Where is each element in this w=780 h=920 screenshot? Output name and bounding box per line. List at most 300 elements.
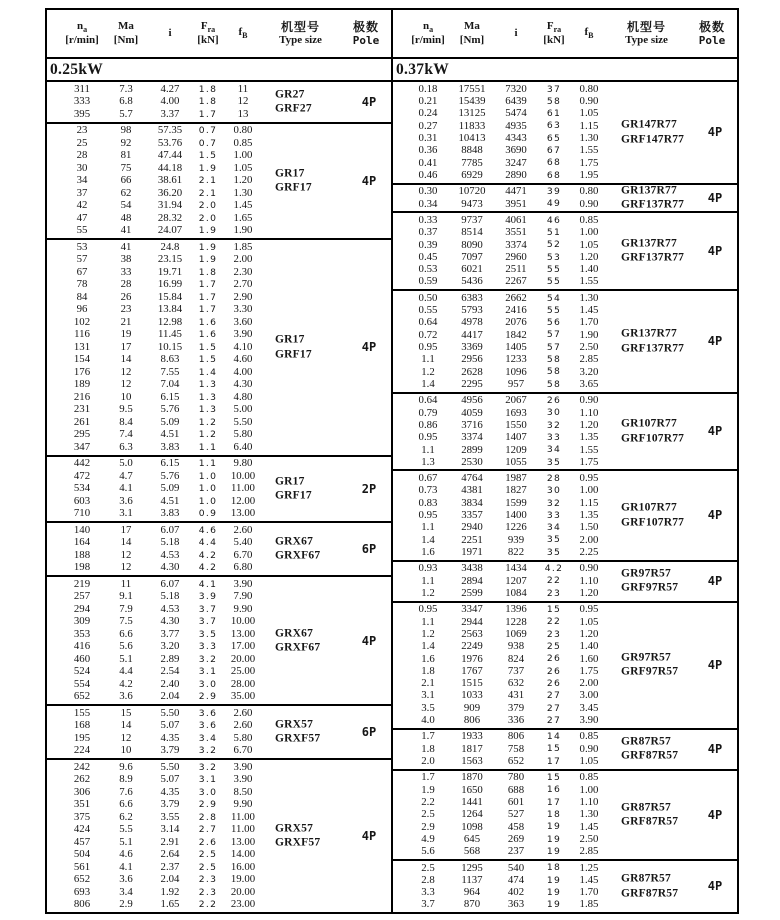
table-row bbox=[47, 653, 391, 666]
cell-speed-na: 0.79 bbox=[418, 406, 438, 419]
rating-group bbox=[47, 577, 391, 706]
cell-torque-ma: 2956 bbox=[461, 353, 483, 366]
cell-speed-na: 84 bbox=[76, 290, 88, 303]
rating-group bbox=[47, 706, 391, 760]
cell-ratio-i: 237 bbox=[507, 845, 525, 858]
pole-label: 4P bbox=[361, 829, 377, 843]
cell-torque-ma: 6.6 bbox=[119, 627, 133, 640]
pole-label: 4P bbox=[707, 658, 723, 673]
cell-speed-na: 1.2 bbox=[421, 365, 435, 378]
cell-torque-ma: 92 bbox=[120, 136, 132, 149]
cell-ratio-i: 1.65 bbox=[160, 898, 180, 911]
cell-service-factor-fb: 1.20 bbox=[579, 586, 599, 599]
cell-speed-na: 416 bbox=[73, 640, 91, 653]
cell-speed-na: 1.2 bbox=[421, 586, 435, 599]
header-pole: 极数 Pole bbox=[352, 19, 380, 48]
column-header-row bbox=[47, 10, 391, 59]
cell-radial-force-fra: 34 bbox=[546, 522, 562, 534]
cell-ratio-i: 4471 bbox=[505, 185, 527, 198]
cell-service-factor-fb: 0.90 bbox=[579, 197, 599, 210]
cell-ratio-i: 1069 bbox=[505, 627, 527, 640]
table-row bbox=[393, 431, 737, 443]
cell-ratio-i: 269 bbox=[507, 832, 525, 845]
cell-service-factor-fb: 1.30 bbox=[579, 132, 599, 144]
cell-ratio-i: 6.07 bbox=[160, 577, 180, 590]
cell-radial-force-fra: 17 bbox=[546, 755, 562, 767]
cell-service-factor-fb: 1.00 bbox=[233, 149, 253, 162]
cell-torque-ma: 5.0 bbox=[119, 457, 133, 470]
cell-torque-ma: 2599 bbox=[461, 586, 483, 599]
cell-radial-force-fra: 2.6 bbox=[198, 836, 218, 848]
cell-ratio-i: 5.18 bbox=[160, 536, 180, 549]
cell-service-factor-fb: 1.90 bbox=[579, 328, 599, 341]
cell-radial-force-fra: 67 bbox=[546, 145, 562, 157]
table-row bbox=[393, 587, 737, 599]
table-row bbox=[47, 578, 391, 591]
cell-radial-force-fra: 1.8 bbox=[198, 266, 218, 278]
cell-service-factor-fb: 1.50 bbox=[579, 521, 599, 534]
cell-radial-force-fra: 4.2 bbox=[198, 549, 218, 561]
cell-torque-ma: 3.1 bbox=[119, 507, 133, 520]
cell-ratio-i: 379 bbox=[507, 701, 525, 714]
cell-speed-na: 78 bbox=[76, 278, 88, 291]
cell-service-factor-fb: 5.80 bbox=[233, 731, 253, 744]
cell-speed-na: 2.1 bbox=[421, 677, 435, 690]
table-row bbox=[393, 169, 737, 181]
cell-service-factor-fb: 7.90 bbox=[233, 590, 253, 603]
rating-group bbox=[47, 457, 391, 524]
cell-service-factor-fb: 1.05 bbox=[579, 615, 599, 628]
table-row bbox=[47, 150, 391, 163]
cell-service-factor-fb: 3.90 bbox=[233, 760, 253, 773]
cell-ratio-i: 1405 bbox=[505, 341, 527, 353]
cell-ratio-i: 3247 bbox=[505, 156, 527, 169]
type-size-line: GR87R57 bbox=[621, 801, 671, 814]
cell-ratio-i: 4.30 bbox=[160, 615, 180, 628]
cell-torque-ma: 7097 bbox=[461, 250, 483, 263]
table-row bbox=[47, 341, 391, 354]
cell-ratio-i: 6.07 bbox=[160, 523, 180, 536]
type-size-label bbox=[275, 333, 312, 362]
cell-radial-force-fra: 22 bbox=[546, 575, 562, 587]
cell-radial-force-fra: 3.4 bbox=[198, 732, 218, 744]
table-row bbox=[47, 720, 391, 733]
table-row bbox=[47, 761, 391, 774]
cell-speed-na: 1.8 bbox=[421, 664, 435, 677]
cell-service-factor-fb: 1.35 bbox=[579, 509, 599, 522]
cell-speed-na: 0.21 bbox=[418, 95, 438, 108]
section-title-0-37kw: 0.37kW bbox=[393, 59, 737, 82]
cell-torque-ma: 3438 bbox=[461, 562, 483, 575]
cell-ratio-i: 8.63 bbox=[160, 353, 180, 366]
cell-radial-force-fra: 1.4 bbox=[198, 366, 218, 378]
pole-label: 4P bbox=[707, 508, 723, 523]
cell-torque-ma: 8.4 bbox=[119, 415, 133, 428]
table-row bbox=[393, 354, 737, 366]
cell-torque-ma: 41 bbox=[120, 240, 132, 253]
table-row bbox=[393, 509, 737, 521]
cell-torque-ma: 2894 bbox=[461, 574, 483, 587]
cell-service-factor-fb: 0.90 bbox=[579, 562, 599, 575]
type-size-line: GRF107R77 bbox=[621, 432, 685, 445]
table-row bbox=[393, 95, 737, 107]
cell-ratio-i: 601 bbox=[507, 795, 525, 808]
table-row bbox=[393, 292, 737, 304]
table-row bbox=[47, 861, 391, 874]
cell-radial-force-fra: 19 bbox=[546, 899, 562, 911]
table-row bbox=[393, 395, 737, 407]
pole-label: 4P bbox=[707, 334, 723, 349]
cell-radial-force-fra: 0.7 bbox=[198, 125, 218, 137]
cell-ratio-i: 5.09 bbox=[160, 482, 180, 495]
cell-radial-force-fra: 19 bbox=[546, 886, 562, 898]
cell-speed-na: 2.8 bbox=[421, 873, 435, 886]
cell-torque-ma: 19 bbox=[120, 328, 132, 341]
rating-group bbox=[393, 562, 737, 603]
cell-service-factor-fb: 1.45 bbox=[579, 820, 599, 833]
cell-ratio-i: 3.79 bbox=[160, 744, 180, 757]
groups bbox=[47, 82, 391, 912]
cell-service-factor-fb: 14.00 bbox=[230, 848, 256, 861]
table-row bbox=[393, 731, 737, 743]
table-row bbox=[393, 198, 737, 210]
cell-radial-force-fra: 4.6 bbox=[198, 524, 218, 536]
cell-radial-force-fra: 3.7 bbox=[198, 616, 218, 628]
table-row bbox=[47, 849, 391, 862]
cell-torque-ma: 2295 bbox=[461, 377, 483, 390]
cell-radial-force-fra: 2.9 bbox=[198, 691, 218, 703]
cell-ratio-i: 3.37 bbox=[160, 107, 180, 120]
type-size-line: GRXF57 bbox=[275, 837, 321, 849]
cell-ratio-i: 3.79 bbox=[160, 798, 180, 811]
cell-torque-ma: 13125 bbox=[458, 107, 486, 120]
cell-ratio-i: 806 bbox=[507, 730, 525, 743]
cell-radial-force-fra: 1.7 bbox=[198, 304, 218, 316]
cell-torque-ma: 12 bbox=[120, 365, 132, 378]
cell-torque-ma: 1515 bbox=[461, 677, 483, 690]
cell-ratio-i: 3551 bbox=[505, 226, 527, 239]
cell-radial-force-fra: 0.9 bbox=[198, 508, 218, 520]
cell-torque-ma: 1933 bbox=[461, 730, 483, 743]
table-row bbox=[47, 549, 391, 562]
cell-torque-ma: 3374 bbox=[461, 431, 483, 444]
cell-ratio-i: 2960 bbox=[505, 250, 527, 263]
cell-ratio-i: 1400 bbox=[505, 509, 527, 522]
cell-ratio-i: 11.45 bbox=[158, 328, 182, 341]
cell-radial-force-fra: 3.0 bbox=[198, 786, 218, 798]
table-row bbox=[393, 522, 737, 534]
cell-speed-na: 306 bbox=[73, 785, 91, 798]
cell-torque-ma: 7.6 bbox=[119, 785, 133, 798]
cell-torque-ma: 4381 bbox=[461, 484, 483, 497]
cell-speed-na: 0.41 bbox=[418, 156, 438, 169]
cell-speed-na: 198 bbox=[73, 561, 91, 574]
cell-radial-force-fra: 27 bbox=[546, 714, 562, 726]
cell-torque-ma: 9473 bbox=[461, 197, 483, 210]
table-row bbox=[47, 379, 391, 392]
cell-radial-force-fra: 1.3 bbox=[198, 391, 218, 403]
cell-ratio-i: 1550 bbox=[505, 418, 527, 431]
cell-radial-force-fra: 3.6 bbox=[198, 707, 218, 719]
cell-radial-force-fra: 32 bbox=[546, 497, 562, 509]
cell-radial-force-fra: 2.5 bbox=[198, 861, 218, 873]
table-row bbox=[47, 266, 391, 279]
cell-speed-na: 311 bbox=[74, 82, 90, 95]
cell-service-factor-fb: 0.80 bbox=[579, 82, 599, 95]
cell-ratio-i: 16.99 bbox=[157, 278, 183, 291]
table-row bbox=[47, 329, 391, 342]
cell-speed-na: 23 bbox=[76, 124, 88, 137]
cell-speed-na: 219 bbox=[73, 577, 91, 590]
cell-service-factor-fb: 6.70 bbox=[233, 744, 253, 757]
cell-speed-na: 67 bbox=[76, 265, 88, 278]
cell-speed-na: 3.5 bbox=[421, 701, 435, 714]
cell-ratio-i: 3.55 bbox=[160, 810, 180, 823]
cell-service-factor-fb: 35.00 bbox=[230, 690, 256, 703]
cell-ratio-i: 2662 bbox=[505, 291, 527, 304]
table-row bbox=[47, 429, 391, 442]
cell-service-factor-fb: 19.00 bbox=[230, 873, 256, 886]
type-size-line: GR17 bbox=[275, 475, 305, 488]
cell-service-factor-fb: 2.85 bbox=[579, 845, 599, 858]
cell-ratio-i: 822 bbox=[507, 546, 525, 558]
cell-radial-force-fra: 15 bbox=[546, 772, 562, 784]
cell-radial-force-fra: 52 bbox=[546, 239, 562, 251]
table-row bbox=[47, 824, 391, 837]
cell-ratio-i: 24.8 bbox=[160, 240, 180, 253]
cell-speed-na: 0.18 bbox=[418, 82, 438, 95]
cell-radial-force-fra: 3.2 bbox=[198, 653, 218, 665]
type-size-line: GR137R77 bbox=[621, 237, 677, 250]
cell-torque-ma: 1563 bbox=[461, 755, 483, 767]
cell-torque-ma: 62 bbox=[120, 186, 132, 199]
cell-radial-force-fra: 26 bbox=[546, 395, 562, 407]
table-row bbox=[393, 444, 737, 456]
cell-service-factor-fb: 3.00 bbox=[579, 689, 599, 702]
cell-service-factor-fb: 3.20 bbox=[579, 365, 599, 378]
cell-service-factor-fb: 1.70 bbox=[579, 316, 599, 329]
cell-torque-ma: 12 bbox=[120, 731, 132, 744]
cell-torque-ma: 7.9 bbox=[119, 602, 133, 615]
cell-service-factor-fb: 4.10 bbox=[233, 340, 253, 353]
table-row bbox=[393, 702, 737, 714]
cell-torque-ma: 11833 bbox=[458, 119, 486, 132]
header-type-size: 机型号 Type size bbox=[625, 19, 668, 47]
cell-speed-na: 224 bbox=[73, 744, 91, 757]
table-row bbox=[393, 214, 737, 226]
cell-radial-force-fra: 1.7 bbox=[198, 279, 218, 291]
cell-service-factor-fb: 25.00 bbox=[230, 665, 256, 678]
cell-torque-ma: 2.9 bbox=[119, 898, 133, 911]
cell-ratio-i: 3.83 bbox=[160, 507, 180, 520]
cell-ratio-i: 47.44 bbox=[157, 149, 183, 162]
cell-ratio-i: 824 bbox=[507, 652, 525, 665]
type-size-line: GR107R77 bbox=[621, 418, 677, 431]
cell-torque-ma: 568 bbox=[463, 845, 481, 858]
cell-radial-force-fra: 3.2 bbox=[198, 745, 218, 757]
cell-ratio-i: 402 bbox=[507, 886, 525, 899]
cell-speed-na: 603 bbox=[73, 494, 91, 507]
cell-speed-na: 295 bbox=[73, 428, 91, 441]
cell-torque-ma: 2249 bbox=[461, 640, 483, 653]
pole-label: 4P bbox=[707, 574, 723, 589]
cell-ratio-i: 38.61 bbox=[157, 174, 183, 187]
cell-service-factor-fb: 1.30 bbox=[579, 291, 599, 304]
cell-torque-ma: 9.5 bbox=[119, 403, 133, 416]
panel-0-25kw bbox=[47, 10, 391, 912]
pole-label: 4P bbox=[707, 424, 723, 439]
cell-service-factor-fb: 17.00 bbox=[230, 640, 256, 653]
cell-speed-na: 30 bbox=[76, 161, 88, 174]
cell-speed-na: 231 bbox=[73, 403, 91, 416]
cell-torque-ma: 9737 bbox=[461, 213, 483, 226]
type-size-label bbox=[621, 237, 684, 266]
cell-torque-ma: 10 bbox=[120, 744, 132, 757]
cell-torque-ma: 26 bbox=[120, 290, 132, 303]
cell-torque-ma: 806 bbox=[463, 714, 481, 727]
cell-service-factor-fb: 1.20 bbox=[579, 418, 599, 431]
table-row bbox=[47, 187, 391, 200]
cell-radial-force-fra: 2.0 bbox=[198, 212, 218, 224]
cell-speed-na: 4.0 bbox=[421, 714, 435, 727]
type-size-line: GR147R77 bbox=[621, 118, 677, 131]
cell-ratio-i: 2.54 bbox=[160, 665, 180, 678]
type-size-line: GRX67 bbox=[275, 627, 314, 640]
cell-service-factor-fb: 0.95 bbox=[579, 472, 599, 485]
cell-speed-na: 242 bbox=[73, 760, 91, 773]
cell-service-factor-fb: 3.60 bbox=[233, 315, 253, 328]
cell-radial-force-fra: 19 bbox=[546, 821, 562, 833]
cell-radial-force-fra: 4.1 bbox=[198, 578, 218, 590]
cell-torque-ma: 1137 bbox=[461, 873, 483, 886]
cell-speed-na: 0.53 bbox=[418, 263, 438, 276]
cell-ratio-i: 4.35 bbox=[160, 731, 180, 744]
cell-ratio-i: 1228 bbox=[505, 615, 527, 628]
cell-service-factor-fb: 2.50 bbox=[579, 341, 599, 353]
cell-speed-na: 504 bbox=[73, 848, 91, 861]
cell-radial-force-fra: 2.2 bbox=[198, 899, 218, 911]
cell-service-factor-fb: 2.60 bbox=[233, 719, 253, 732]
pole-label: 6P bbox=[361, 725, 377, 739]
cell-torque-ma: 98 bbox=[120, 124, 132, 137]
cell-service-factor-fb: 9.90 bbox=[233, 602, 253, 615]
cell-ratio-i: 938 bbox=[507, 640, 525, 653]
cell-service-factor-fb: 2.00 bbox=[579, 677, 599, 690]
table-row bbox=[47, 641, 391, 654]
cell-radial-force-fra: 55 bbox=[546, 304, 562, 316]
table-row bbox=[47, 616, 391, 629]
type-size-line: GR17 bbox=[275, 333, 305, 346]
cell-radial-force-fra: 1.5 bbox=[198, 354, 218, 366]
cell-torque-ma: 17 bbox=[120, 523, 132, 536]
cell-radial-force-fra: 1.9 bbox=[198, 254, 218, 266]
cell-ratio-i: 1987 bbox=[505, 472, 527, 485]
cell-ratio-i: 2076 bbox=[505, 316, 527, 329]
type-size-label bbox=[621, 872, 678, 901]
cell-speed-na: 168 bbox=[73, 719, 91, 732]
cell-ratio-i: 7.55 bbox=[160, 365, 180, 378]
cell-ratio-i: 4.00 bbox=[160, 95, 180, 108]
cell-torque-ma: 1976 bbox=[461, 652, 483, 665]
type-size-label bbox=[275, 474, 312, 503]
cell-speed-na: 3.7 bbox=[421, 898, 435, 911]
cell-service-factor-fb: 4.00 bbox=[233, 365, 253, 378]
header-speed-na: $n_a$ [r/min] bbox=[65, 19, 99, 47]
groups bbox=[393, 82, 737, 912]
cell-torque-ma: 2530 bbox=[461, 455, 483, 468]
cell-torque-ma: 2944 bbox=[461, 615, 483, 628]
cell-ratio-i: 1827 bbox=[505, 484, 527, 497]
header-torque-ma: Ma [Nm] bbox=[459, 20, 485, 46]
cell-service-factor-fb: 1.85 bbox=[233, 240, 253, 253]
header-torque-ma: Ma [Nm] bbox=[113, 20, 139, 46]
cell-service-factor-fb: 2.30 bbox=[233, 265, 253, 278]
cell-service-factor-fb: 1.10 bbox=[579, 406, 599, 419]
table-row bbox=[47, 304, 391, 317]
pole-label: 4P bbox=[707, 125, 723, 140]
cell-ratio-i: 1096 bbox=[505, 365, 527, 378]
cell-torque-ma: 54 bbox=[120, 199, 132, 212]
cell-radial-force-fra: 58 bbox=[546, 366, 562, 378]
table-row bbox=[47, 508, 391, 521]
table-row bbox=[47, 495, 391, 508]
cell-ratio-i: 4.53 bbox=[160, 548, 180, 561]
cell-ratio-i: 2416 bbox=[505, 304, 527, 317]
cell-speed-na: 0.95 bbox=[418, 509, 438, 522]
panel-0-37kw bbox=[391, 10, 737, 912]
table-row bbox=[393, 604, 737, 616]
cell-torque-ma: 2563 bbox=[461, 627, 483, 640]
cell-torque-ma: 4.1 bbox=[119, 860, 133, 873]
cell-speed-na: 57 bbox=[76, 253, 88, 266]
table-row bbox=[393, 329, 737, 341]
table-row bbox=[47, 137, 391, 150]
type-size-label bbox=[621, 327, 684, 356]
rating-group bbox=[47, 523, 391, 577]
cell-service-factor-fb: 1.95 bbox=[579, 168, 599, 181]
cell-torque-ma: 10413 bbox=[458, 132, 486, 144]
cell-ratio-i: 5.76 bbox=[160, 469, 180, 482]
cell-speed-na: 0.93 bbox=[418, 562, 438, 575]
cell-service-factor-fb: 0.85 bbox=[579, 771, 599, 784]
table-row bbox=[47, 483, 391, 496]
cell-torque-ma: 12 bbox=[120, 378, 132, 391]
table-row bbox=[393, 366, 737, 378]
cell-ratio-i: 3690 bbox=[505, 144, 527, 157]
cell-service-factor-fb: 1.20 bbox=[579, 250, 599, 263]
cell-radial-force-fra: 1.0 bbox=[198, 470, 218, 482]
cell-torque-ma: 3.6 bbox=[119, 873, 133, 886]
cell-speed-na: 1.7 bbox=[421, 771, 435, 784]
cell-radial-force-fra: 58 bbox=[546, 354, 562, 366]
cell-torque-ma: 10720 bbox=[458, 185, 486, 198]
cell-speed-na: 0.33 bbox=[418, 213, 438, 226]
cell-radial-force-fra: 1.1 bbox=[198, 458, 218, 470]
cell-service-factor-fb: 8.50 bbox=[233, 785, 253, 798]
cell-service-factor-fb: 1.55 bbox=[579, 443, 599, 456]
type-size-label bbox=[621, 567, 678, 596]
cell-speed-na: 0.37 bbox=[418, 226, 438, 239]
table-row bbox=[393, 407, 737, 419]
cell-speed-na: 2.9 bbox=[421, 820, 435, 833]
type-size-line: GRF147R77 bbox=[621, 133, 685, 146]
cell-service-factor-fb: 0.95 bbox=[579, 603, 599, 616]
cell-service-factor-fb: 0.85 bbox=[579, 730, 599, 743]
cell-speed-na: 140 bbox=[73, 523, 91, 536]
cell-ratio-i: 6.15 bbox=[160, 390, 180, 403]
cell-ratio-i: 24.07 bbox=[157, 224, 183, 237]
cell-service-factor-fb: 20.00 bbox=[230, 652, 256, 665]
